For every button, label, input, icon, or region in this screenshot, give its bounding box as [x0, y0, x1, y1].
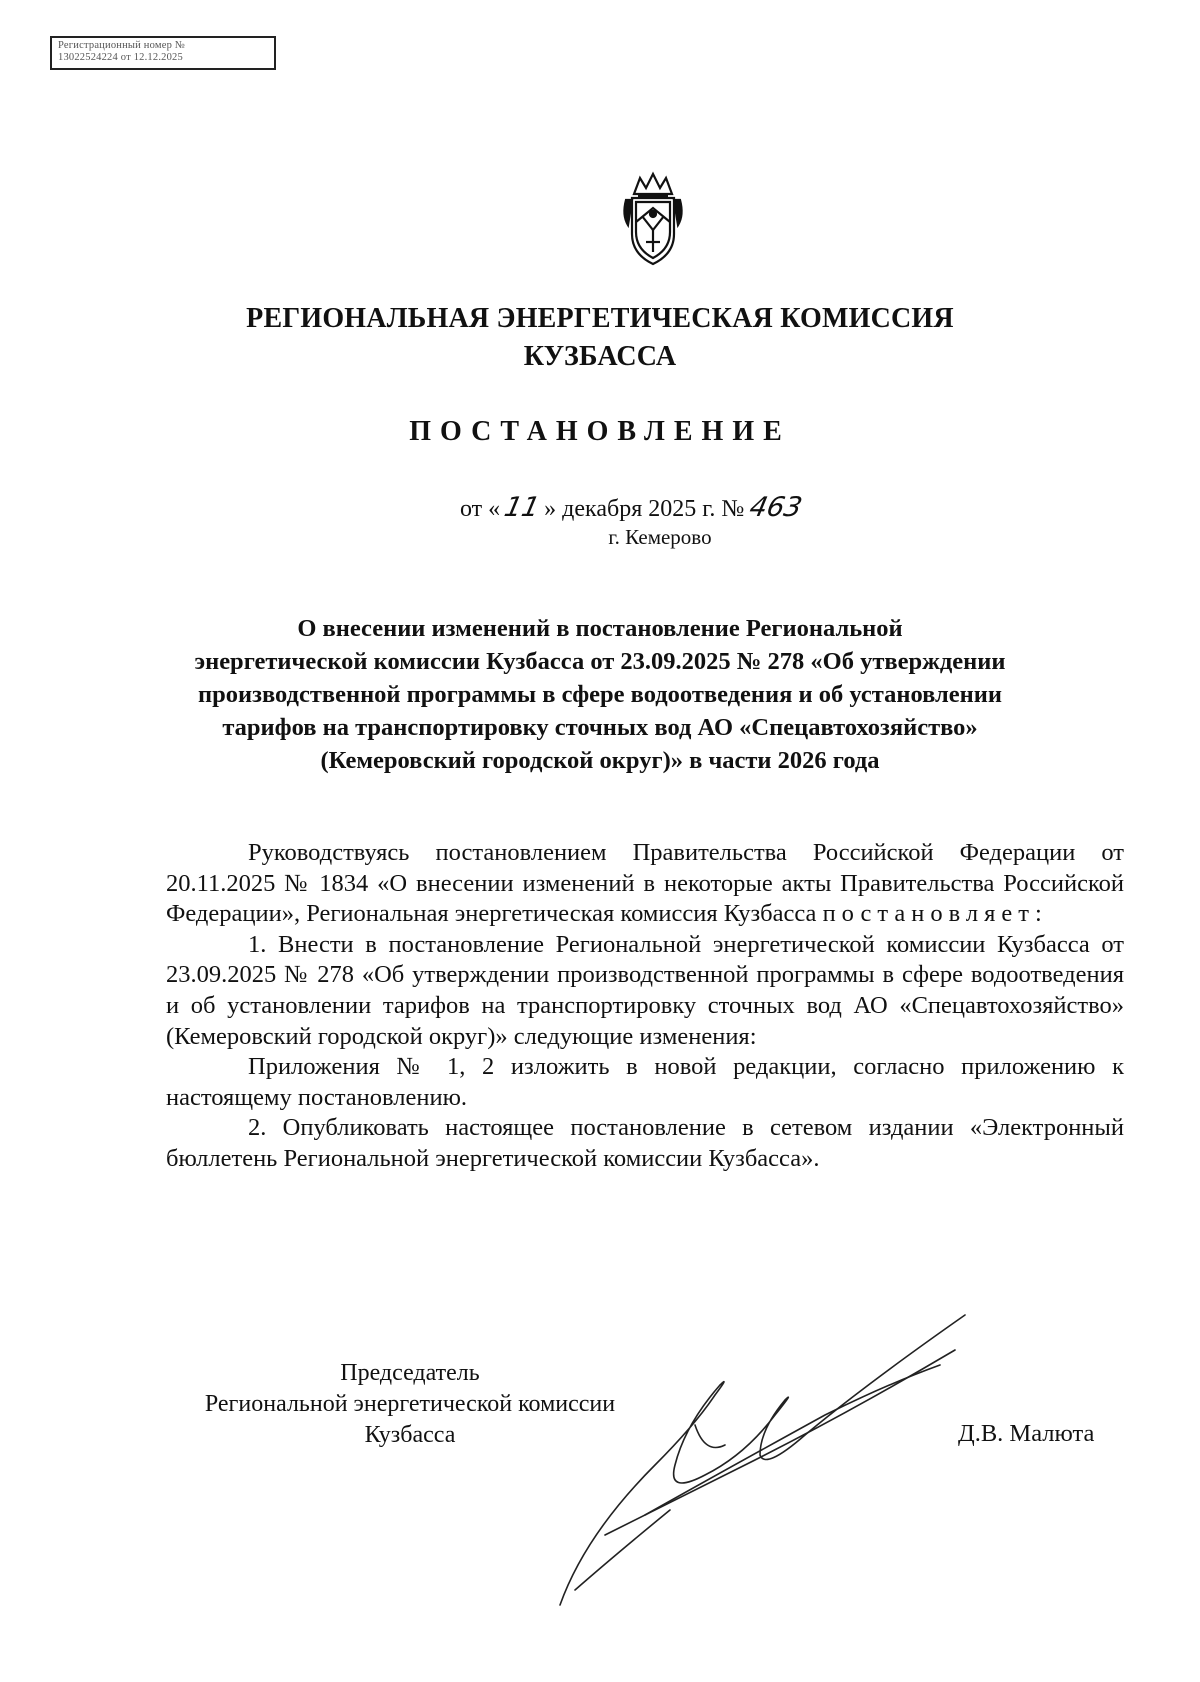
date-prefix: от «: [460, 496, 501, 522]
preamble-paragraph: [166, 838, 1124, 930]
document-city: г. Кемерово: [608, 525, 712, 549]
signatory-title-line1: Председатель: [340, 1360, 480, 1386]
document-dateline: [460, 492, 810, 523]
subject-line: О внесении изменений в постановление Региональной: [297, 615, 903, 642]
document-subject: [160, 612, 1040, 777]
handwritten-signature: [545, 1305, 985, 1625]
subject-line: энергетической комиссии Кузбасса от 23.09.2025 № 278 «Об утверждении: [194, 648, 1006, 675]
document-body: [166, 838, 1124, 1175]
item-1-detail-paragraph: Приложения № 1, 2 изложить в новой редакции, согласно приложению к настоящему постановлению.: [166, 1053, 1124, 1111]
registration-stamp: [50, 36, 276, 70]
registration-stamp-line1: Регистрационный номер №: [58, 40, 186, 51]
signatory-title-line3: Кузбасса: [364, 1422, 456, 1448]
resolves-word: постановляет:: [822, 900, 1048, 928]
preamble-text: Руководствуясь постановлением Правительства Российской Федерации от 20.11.2025 № 1834 «О внесении изменений в некоторые акты Правительства Российской Федерации», Региональная энергетическая комиссия Кузбасса: [166, 839, 1124, 928]
organization-name: [0, 300, 1200, 376]
subject-line: производственной программы в сфере водоотведения и об установлении: [197, 681, 1002, 708]
item-1-paragraph: 1. Внести в постановление Региональной энергетической комиссии Кузбасса от 23.09.2025 № 278 «Об утверждении производственной программы в сфере водоотведения и об установлении тарифов на транспортировку сточных вод АО «Спецавтохозяйство» (Кемеровский городской округ)» следующие изменения:: [166, 930, 1124, 1050]
handwritten-document-number: 463: [746, 492, 806, 523]
subject-line: (Кемеровский городской округ)» в части 2026 года: [320, 747, 880, 774]
signatory-name: Д.В. Малюта: [958, 1420, 1095, 1447]
registration-stamp-line2: 13022524224 от 12.12.2025: [58, 52, 183, 63]
organization-name-line1: РЕГИОНАЛЬНАЯ ЭНЕРГЕТИЧЕСКАЯ КОМИССИЯ: [246, 303, 954, 334]
date-middle: » декабря 2025 г. №: [544, 496, 745, 522]
signatory-title-line2: Региональной энергетической комиссии: [204, 1391, 616, 1417]
organization-name-line2: КУЗБАССА: [523, 341, 677, 372]
subject-line: тарифов на транспортировку сточных вод АО «Спецавтохозяйство»: [222, 714, 978, 741]
handwritten-day: 11: [501, 492, 543, 523]
document-type: ПОСТАНОВЛЕНИЕ: [409, 416, 791, 447]
item-2-paragraph: 2. Опубликовать настоящее постановление в сетевом издании «Электронный бюллетень Региональной энергетической комиссии Кузбасса».: [166, 1114, 1124, 1172]
kuzbass-coat-of-arms-icon: [618, 170, 688, 270]
